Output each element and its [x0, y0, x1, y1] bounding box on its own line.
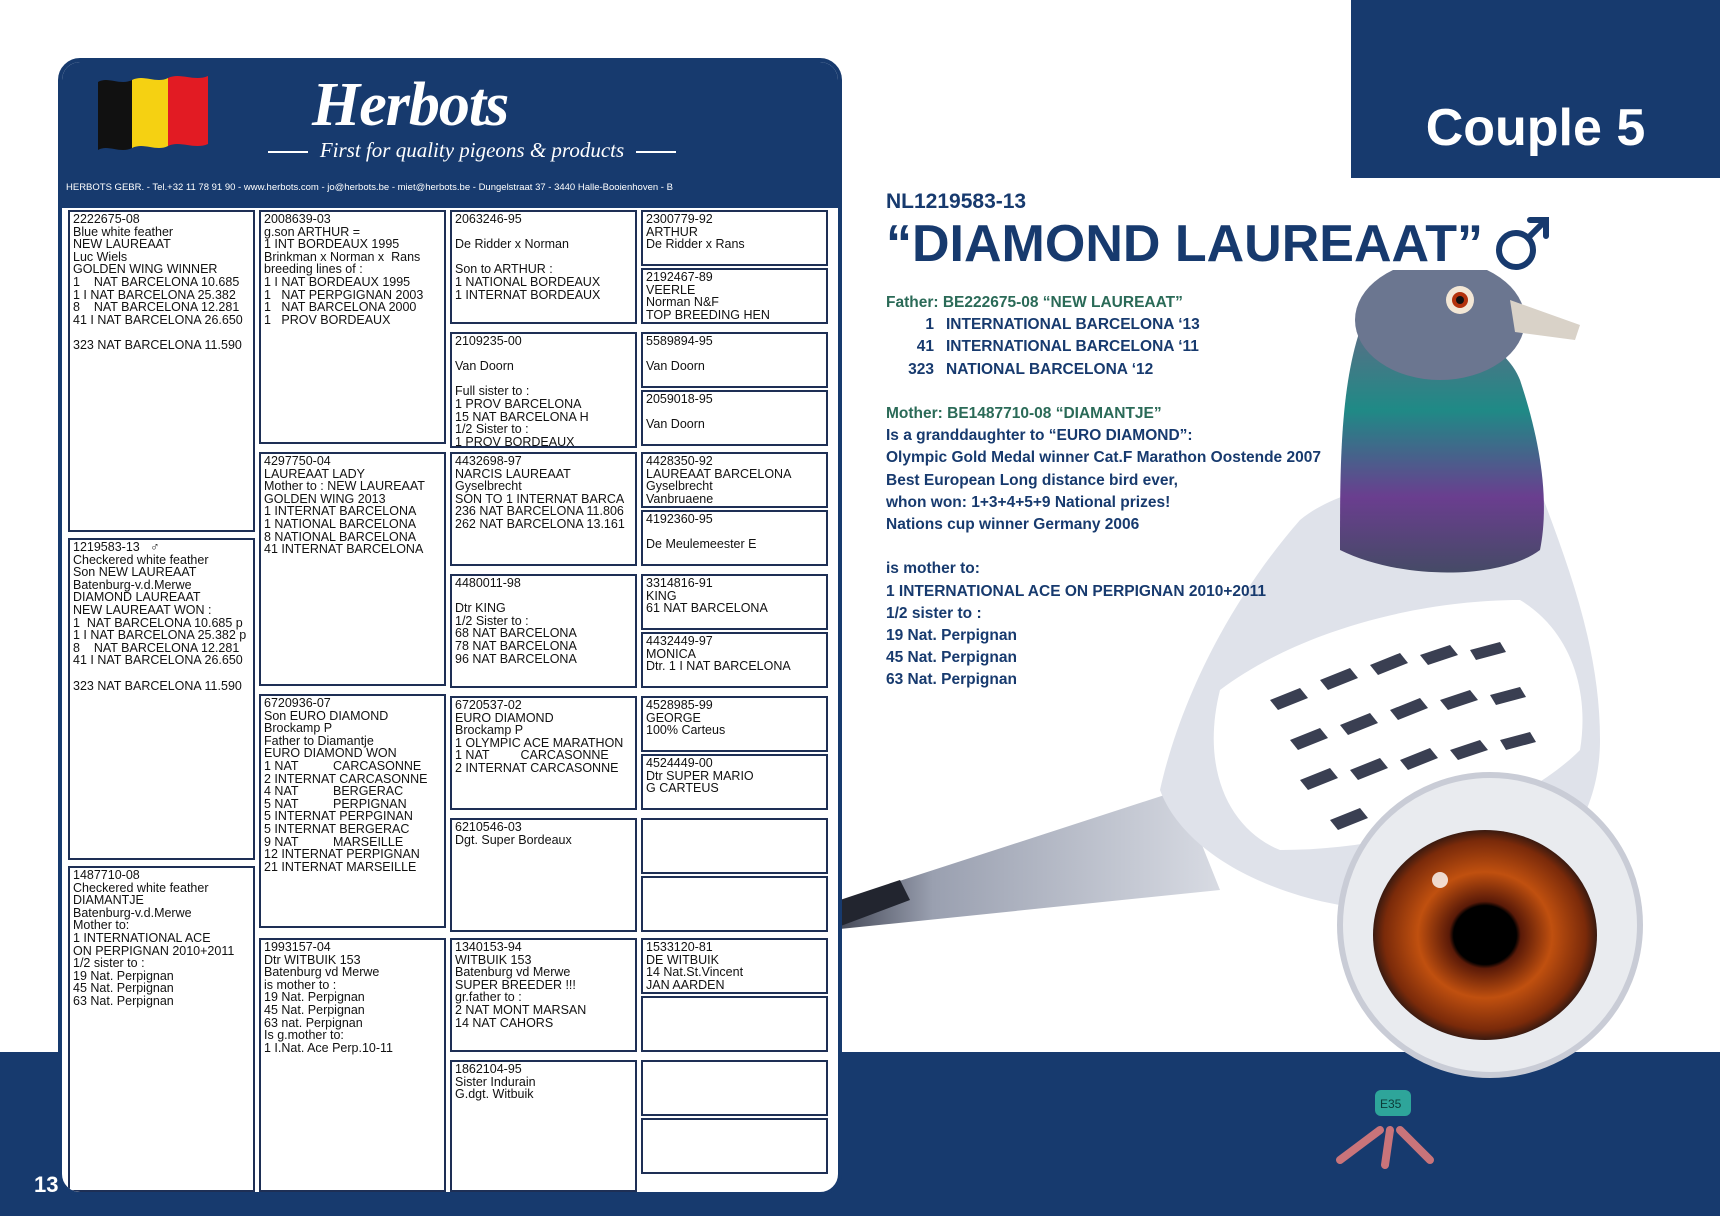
pedigree-box-text: 4432698-97 NARCIS LAUREAAT Gyselbrecht SON TO 1 INTERNAT BARCA 236 NAT BARCELONA 11.806 262 NAT BARCELONA 13.161: [455, 454, 625, 531]
pedigree-box-text: 3314816-91 KING 61 NAT BARCELONA: [646, 576, 768, 616]
herbots-logo: Herbots: [312, 71, 509, 139]
mother-detail: Nations cup winner Germany 2006: [886, 516, 1140, 534]
mother-detail: [886, 536, 1321, 558]
pedigree-box: [450, 1060, 637, 1192]
pedigree-box-text: 4480011-98 Dtr KING 1/2 Sister to : 68 NAT BARCELONA 78 NAT BARCELONA 96 NAT BARCELONA: [455, 576, 577, 666]
pedigree-box: [450, 818, 637, 932]
mother-detail: whon won: 1+3+4+5+9 National prizes!: [886, 493, 1171, 511]
pedigree-box: [450, 574, 637, 688]
pedigree-box: [450, 938, 637, 1052]
father-line: Father: BE222675-08 “NEW LAUREAAT”: [886, 294, 1183, 311]
mother-detail: 63 Nat. Perpignan: [886, 671, 1017, 689]
mother-detail: is mother to:: [886, 560, 980, 578]
slogan: [222, 138, 722, 163]
pedigree-box: [68, 866, 255, 1192]
pedigree-box: [450, 452, 637, 566]
pedigree-box-text: 4297750-04 LAUREAAT LADY Mother to : NEW LAUREAAT GOLDEN WING 2013 1 INTERNAT BARCELONA 1 NATIONAL BARCELONA 8 NATIONAL BARCELONA 41 INTERNAT BARCELONA: [264, 454, 425, 557]
pedigree-box: [641, 938, 828, 994]
pedigree-box: [641, 452, 828, 508]
father-result: 323 NATIONAL BARCELONA ‘12: [908, 360, 1154, 378]
father-result: 41 INTERNATIONAL BARCELONA ‘11: [916, 338, 1199, 356]
couple-label-box: [1351, 0, 1720, 178]
pedigree-box-text: 1862104-95 Sister Indurain G.dgt. Witbuik: [455, 1062, 536, 1102]
pigeon-feet: [1340, 1130, 1430, 1165]
contact-line: HERBOTS GEBR. - Tel.+32 11 78 91 90 - www.herbots.com - jo@herbots.be - miet@herbots.be - Dungelstraat 37 - 3440 Halle-Booienhoven - B: [66, 182, 673, 193]
pedigree-box-text: 1993157-04 Dtr WITBUIK 153 Batenburg vd Merwe is mother to : 19 Nat. Perpignan 45 Nat. Perpignan 63 nat. Perpignan Is g.mother to: 1 I.Nat. Ace Perp.10-11: [264, 940, 394, 1055]
pedigree-box: [259, 694, 446, 928]
pedigree-box: [641, 876, 828, 932]
pedigree-box-text: 4528985-99 GEORGE 100% Carteus: [646, 698, 726, 738]
male-symbol-icon: [1492, 214, 1554, 276]
pedigree-box-text: 5589894-95 Van Doorn: [646, 334, 713, 374]
bird-name: “DIAMOND LAUREAAT”: [886, 215, 1483, 273]
mother-detail: 1 INTERNATIONAL ACE ON PERPIGNAN 2010+2011: [886, 582, 1267, 600]
mother-detail: Is a granddaughter to “EURO DIAMOND”:: [886, 427, 1193, 445]
page-number: 13: [34, 1172, 59, 1197]
pedigree-box: [259, 210, 446, 444]
mother-detail: Best European Long distance bird ever,: [886, 471, 1178, 489]
belgian-flag-icon: [98, 74, 208, 156]
pedigree-box-text: 6210546-03 Dgt. Super Bordeaux: [455, 820, 572, 847]
ring-number: NL1219583-13: [886, 190, 1027, 213]
pedigree-box: [450, 210, 637, 324]
pedigree-box-text: 2109235-00 Van Doorn Full sister to : 1 PROV BARCELONA 15 NAT BARCELONA H 1/2 Sister to : 1 PROV BORDEAUX: [455, 334, 589, 448]
pedigree-box: [450, 332, 637, 448]
mother-detail: Olympic Gold Medal winner Cat.F Marathon Oostende 2007: [886, 449, 1321, 467]
pedigree-box-text: 1533120-81 DE WITBUIK 14 Nat.St.Vincent JAN AARDEN: [646, 940, 744, 992]
pedigree-box-text: 6720537-02 EURO DIAMOND Brockamp P 1 OLYMPIC ACE MARATHON 1 NAT CARCASONNE 2 INTERNAT CARCASONNE: [455, 698, 624, 775]
pedigree-box-text: 2300779-92 ARTHUR De Ridder x Rans: [646, 212, 745, 252]
pedigree-box-text: 4428350-92 LAUREAAT BARCELONA Gyselbrecht Vanbruaene: [646, 454, 792, 506]
pedigree-box: [68, 210, 255, 532]
pedigree-box-text: 2222675-08 Blue white feather NEW LAUREAAT Luc Wiels GOLDEN WING WINNER 1 NAT BARCELONA 10.685 1 I NAT BARCELONA 25.382 8 NAT BARCELONA 12.281 41 I NAT BARCELONA 26.650 323 NAT BARCELONA 11.590: [73, 212, 243, 352]
mother-detail: 45 Nat. Perpignan: [886, 649, 1017, 667]
pedigree-box: [641, 390, 828, 446]
pedigree-box: [259, 452, 446, 686]
pedigree-card: [58, 58, 842, 1196]
pedigree-box: [641, 696, 828, 752]
pedigree-box: [641, 268, 828, 324]
pedigree-box-text: 6720936-07 Son EURO DIAMOND Brockamp P Father to Diamantje EURO DIAMOND WON 1 NAT CARCASONNE 2 INTERNAT CARCASONNE 4 NAT BERGERAC 5 NAT PERPIGNAN 5 INTERNAT PERPGINAN 5 INTERNAT BERGERAC 9 NAT MARSEILLE 12 INTERNAT PERPIGNAN 21 INTERNAT MARSEILLE: [264, 696, 428, 874]
pedigree-box-text: 1340153-94 WITBUIK 153 Batenburg vd Merwe SUPER BREEDER !!! gr.father to : 2 NAT MONT MARSAN 14 NAT CAHORS: [455, 940, 587, 1030]
pedigree-box-text: 4524449-00 Dtr SUPER MARIO G CARTEUS: [646, 756, 754, 796]
pedigree-box: [641, 510, 828, 566]
pedigree-box: [641, 818, 828, 874]
pedigree-box-text: 2063246-95 De Ridder x Norman Son to ARTHUR : 1 NATIONAL BORDEAUX 1 INTERNAT BORDEAUX: [455, 212, 601, 302]
couple-title: Couple 5: [1425, 99, 1646, 157]
pedigree-box: [450, 696, 637, 810]
father-result: 1 INTERNATIONAL BARCELONA ‘13: [925, 316, 1200, 334]
leg-ring-text: E35: [1380, 1097, 1402, 1111]
pedigree-box-text: 2008639-03 g.son ARTHUR = 1 INT BORDEAUX 1995 Brinkman x Norman x Rans breeding lines of : 1 I NAT BORDEAUX 1995 1 NAT PERPGIGNAN 2003 1 NAT BARCELONA 2000 1 PROV BORDEAUX: [264, 212, 424, 327]
pedigree-box-text: 4192360-95 De Meulemeester E: [646, 512, 757, 552]
card-header: [62, 62, 838, 208]
pedigree-box: [641, 632, 828, 688]
mother-detail: 1/2 sister to :: [886, 604, 982, 622]
pedigree-box-text: 1219583-13 ♂ Checkered white feather Son NEW LAUREAAT Batenburg-v.d.Merwe DIAMOND LAUREAAT NEW LAUREAAT WON : 1 NAT BARCELONA 10.685 p 1 I NAT BARCELONA 25.382 p 8 NAT BARCELONA 12.281 41 I NAT BARCELONA 26.650 323 NAT BARCELONA 11.590: [73, 540, 247, 693]
pedigree-box: [641, 332, 828, 388]
pedigree-box: [641, 996, 828, 1052]
pedigree-box: [641, 210, 828, 266]
slogan-text: First for quality pigeons & products: [319, 138, 625, 162]
pedigree-box-text: 1487710-08 Checkered white feather DIAMANTJE Batenburg-v.d.Merwe Mother to: 1 INTERNATIONAL ACE ON PERPIGNAN 2010+2011 1/2 sister to : 19 Nat. Perpignan 45 Nat. Perpignan 63 Nat. Perpignan: [73, 868, 235, 1008]
pedigree-box: [259, 938, 446, 1192]
pedigree-box: [68, 538, 255, 860]
pedigree-box: [641, 1118, 828, 1174]
bird-info: [886, 292, 1321, 692]
pedigree-box-text: 4432449-97 MONICA Dtr. 1 I NAT BARCELONA: [646, 634, 791, 674]
pedigree-box-text: 2059018-95 Van Doorn: [646, 392, 713, 432]
pedigree-box: [641, 1060, 828, 1116]
mother-line: Mother: BE1487710-08 “DIAMANTJE”: [886, 405, 1162, 423]
mother-detail: 19 Nat. Perpignan: [886, 627, 1017, 645]
eye-iris: [1373, 830, 1597, 1040]
pedigree-box: [641, 574, 828, 630]
pedigree-box-text: 2192467-89 VEERLE Norman N&F TOP BREEDING HEN: [646, 270, 770, 322]
pedigree-box: [641, 754, 828, 810]
